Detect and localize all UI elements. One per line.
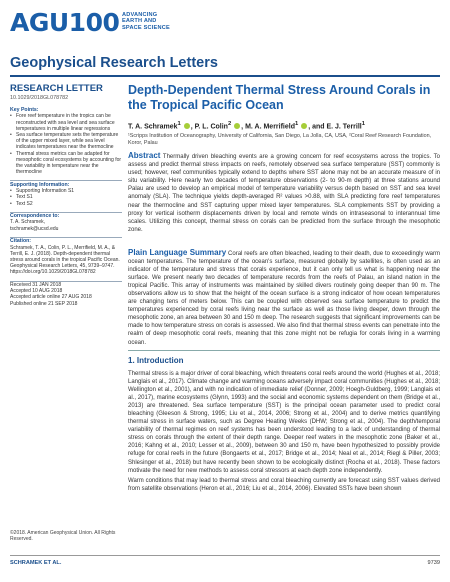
supporting-info-item[interactable]: • Supporting Information S1 [10, 188, 122, 194]
key-points-list [10, 113, 122, 175]
paper-title: Depth-Dependent Thermal Stress Around Corals in the Tropical Pacific Ocean [128, 83, 431, 112]
citation-text: Schramek, T. A., Colin, P. L., Merrifield, M. A., & Terrill, E. J. (2018). Depth-dependent thermal stress around corals in the tropical Pacific Ocean. Geophysical Research Letters, 45, 9739–9747. https://doi.org/10.1029/2018GL078782 [10, 244, 120, 276]
intro-paragraph: Thermal stress is a major driver of coral bleaching, which threatens coral reefs around the world (Hughes et al., 2018; Langlais et al., 2017). Climate change and warming oceans adversely impact coral communities (Hughes et al., 2018; Wellington et al., 2001), and with no indication of immediate relief (Donner, 2009; Hoegh-Guldberg, 1999; Langlais et al., 2017), marine ecosystems (Glynn, 1993) and the social and economic systems dependent on them (Bridge et al., 2013) are threatened. Sea surface temperature (SST) is the principal ocean parameter used to predict coral bleaching (Gleeson & Strong, 1995; Liu et al., 2014, 2006; Strong et al., 2004) and to derive metrics quantifying thermal stress in surface waters, such as Degree Heating Weeks (DHW; Strong et al., 2004). The depth/temporal variability of thermal regimes on reef systems has been understood leading to a lack of understanding of thermal stress on corals through the extent of their depth range. Deeper reef waters in the mesophotic zone (Baker et al., 2016; Kahng et al., 2010; Lesser et al., 2009), between 30 and 150 m, have been hypothesized to possibly provide refuge for coral reefs in the future (Bongaerts et al., 2017; Bridge et al., 2014; Neal et al., 2014; Riegl & Piller, 2003; Shlesinger et al., 2018) but have recently been shown to be ecologically distinct (Rocha et al., 2018). These factors motivate the need for new methods to assess coral stressors at each depth zone independently. [128, 371, 440, 474]
sidebar-divider [10, 212, 122, 213]
abstract-text: Thermally driven bleaching events are a growing concern for reef ecosystems across the tropics. To assess and predict thermal stress impacts on reefs, remotely observed sea surface temperature (SST) commonly is used; however, reef communities typically extend to depths where SST alone may not be an accurate measure of in situ variability. Here nearly two decades of temperature observations (2- to 90-m depth) at three stations around Palau are used to develop an empirical model of temperature variability versus depth based on SST and sea level anomaly (SLA). The technique yields depth-averaged R² values >0.88, with SLA predicting fore reef temperatures near the thermocline and SST capturing upper mixed layer temperatures. SLA complements SST by providing a proxy for vertical isotherm displacements driven by local and remote winds on intraseasonal to interannual time scales. Utilizing this concept, thermal stress on corals can be predicted from the surface through the mesophotic zone. [128, 154, 440, 233]
supporting-info-item[interactable]: • Text S1 [10, 194, 122, 200]
supporting-info-item[interactable]: • Text S2 [10, 201, 122, 207]
sidebar-divider [10, 281, 122, 282]
journal-title: Geophysical Research Letters [10, 55, 218, 71]
correspondence-heading: Correspondence to: [10, 213, 60, 220]
article-header [128, 83, 440, 147]
orcid-icon[interactable] [184, 123, 190, 129]
author-affil-sup: 1 [361, 121, 365, 127]
intro-body [128, 370, 440, 493]
page-number: 9739 [427, 560, 440, 566]
intro-paragraph: Warm conditions that may lead to thermal stress and coral bleaching currently are forecast using SST values derived from satellite observations (Heron et al., 2016; Liu et al., 2014, 2006). Elevated SSTs have been shown [128, 477, 440, 492]
logo-tagline-line: ADVANCING [122, 12, 158, 18]
orcid-icon[interactable] [301, 123, 307, 129]
supporting-info-heading: Supporting Information: [10, 181, 70, 188]
section-divider [128, 350, 440, 351]
abstract [128, 152, 440, 234]
sidebar-divider [10, 180, 122, 181]
publisher-logo [0, 0, 450, 48]
correspondence-name: T. A. Schramek, [10, 219, 46, 226]
citation-heading: Citation: [10, 238, 32, 245]
author-name: and E. J. Terrill [312, 123, 362, 131]
key-points-heading: Key Points: [10, 107, 39, 114]
logo-100-text: 100 [68, 8, 120, 37]
sidebar-divider [10, 237, 122, 238]
footer-rule [10, 555, 440, 556]
author-affil-sup: 1 [177, 121, 181, 127]
key-point: • Thermal stress metrics can be adapted for mesophotic coral ecosystems by accounting for the variability in temperature near the thermocline [10, 151, 122, 176]
header-rule [10, 75, 440, 77]
author-list: T. A. Schramek$^1$ , P. L. Colin$^2$ , M. A. Merrifield$^1$ , and E. J. Terrill$^1$ [128, 121, 365, 131]
author-name: T. A. Schramek [128, 123, 178, 131]
logo-tagline [122, 12, 170, 31]
article-doi[interactable]: 10.1029/2018GL078782 [10, 95, 69, 101]
author-affil-sup: 1 [294, 121, 299, 127]
logo-tagline-line: SPACE SCIENCE [122, 24, 170, 31]
copyright-notice: ©2018. American Geophysical Union. All Rights Reserved. [10, 530, 116, 542]
affiliations: ¹Scripps Institution of Oceanography, University of California, San Diego, La Jolla, CA, USA, ²Coral Reef Research Foundation, Koror, Palau [128, 133, 432, 146]
published-date: Published online 21 SEP 2018 [10, 300, 78, 307]
author-affil-sup: 2 [227, 121, 232, 127]
running-author: SCHRAMEK ET AL. [10, 560, 62, 566]
sidebar [10, 83, 122, 307]
accepted-online-date: Accepted article online 27 AUG 2018 [10, 294, 92, 301]
key-point: • Sea surface temperature sets the temperature of the upper mixed layer, while sea level indicates temperatures near the thermocline [10, 132, 122, 151]
author-name: M. A. Merrifield [245, 123, 295, 131]
article-type: RESEARCH LETTER [10, 83, 103, 94]
plain-language-summary [128, 249, 440, 347]
logo-agu-text: AGU [10, 8, 69, 37]
pls-text: Coral reefs are often bleached, leading to their death, due to exceedingly warm ocean temperatures. The temperature of the ocean's surface, measured globally by satellites, is often used as an indicator of the temperature and stress that corals experience, but it can only tell us what is happening near the surface. We present nearly two decades of temperature records from the reefs of Palau, an island nation in the tropical Pacific. This array of instruments was maintained by skilled divers routinely going deeper than 90 m. The observations allow us to show that the height of the ocean surface is a strong indicator of how ocean temperatures are changing tens of meters below. This can be coupled with observed sea surface temperature to predict the temperatures experienced by coral reefs living near the surface as well as those living deeper, down through the mesophotic zone, an area between 30 and 150 m deep. The research suggests that significant improvements can be made to how temperature stress on corals is assessed. We also find that thermal stress events can penetrate into the realm of deep mesophotic coral reefs, meaning that this zone might not be refugia for corals living in a warming ocean. [128, 251, 441, 346]
logo-tagline-line: EARTH AND [122, 18, 157, 25]
key-point: • Fore reef temperature in the tropics can be reconstructed with sea level and sea surface temperatures in multiple linear regressions [10, 113, 122, 132]
author-name: P. L. Colin [194, 123, 228, 131]
orcid-icon[interactable] [234, 123, 240, 129]
intro-heading: 1. Introduction [128, 356, 184, 365]
pls-label: Plain Language Summary [128, 248, 227, 257]
received-date: Received 31 JAN 2018 [10, 282, 62, 289]
correspondence-email[interactable]: tschramek@ucsd.edu [10, 225, 59, 232]
supporting-info-list [10, 188, 122, 207]
abstract-label: Abstract [128, 151, 161, 160]
accepted-date: Accepted 10 AUG 2018 [10, 288, 63, 295]
agu-logo [10, 8, 119, 37]
